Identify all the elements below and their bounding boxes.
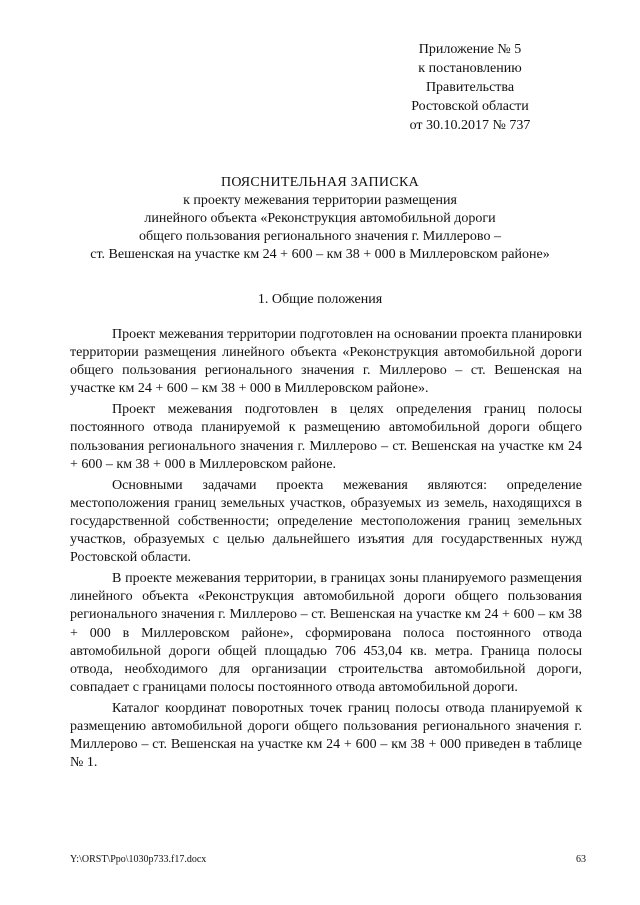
appendix-line: Ростовской области: [411, 99, 529, 114]
page-number: 63: [576, 854, 586, 865]
appendix-line: к постановлению: [418, 61, 522, 76]
appendix-line: Правительства: [425, 80, 515, 95]
appendix-line: Приложение № 5: [418, 42, 522, 57]
paragraph: В проекте межевания территории, в границах зоны планируемого размещения линейного объекта «Реконструкция автомобильной дороги общего пользования регионального значения г. Миллерово – ст. Вешенская на участке км 24 + 600 – км 38 + 000 в Миллеровском районе», сформирована полоса постоянного отвода автомобильной дороги общей площадью 706 453,04 кв. метра. Граница полосы отвода, необходимого для организации строительства автомобильной дороги, совпадает с границами полосы постоянного отвода автомобильной дороги.: [70, 571, 582, 695]
document-title: [40, 174, 600, 264]
appendix-stamp: [370, 40, 570, 135]
title-line: линейного объекта «Реконструкция автомобильной дороги: [144, 211, 496, 226]
section-heading: 1. Общие положения: [257, 292, 383, 307]
paragraph: Проект межевания территории подготовлен на основании проекта планировки территории размещения линейного объекта «Реконструкция автомобильной дороги общего пользования регионального значения г. Миллерово – ст. Вешенская на участке км 24 + 600 – км 38 + 000 в Миллеровском районе».: [70, 327, 582, 397]
body-text: [70, 326, 582, 775]
paragraph: Основными задачами проекта межевания являются: определение местоположения границ земельных участков, образуемых из земель, находящихся в государственной собственности; определение местоположения границ земельных участков, образуемых с целью дальнейшего изъятия для государственных нужд Ростовской области.: [70, 477, 582, 566]
paragraph: Каталог координат поворотных точек границ полосы отвода планируемой к размещению автомобильной дороги общего пользования регионального значения г. Миллерово – ст. Вешенская на участке км 24 + 600 – км 38 + 000 приведен в таблице № 1.: [70, 700, 582, 771]
title-heading: ПОЯСНИТЕЛЬНАЯ ЗАПИСКА: [220, 175, 420, 190]
title-line: общего пользования регионального значения г. Миллерово –: [139, 229, 501, 244]
title-line: ст. Вешенская на участке км 24 + 600 – км 38 + 000 в Миллеровском районе»: [90, 247, 550, 262]
footer-file-path: Y:\ORST\Ppo\1030p733.f17.docx: [70, 854, 207, 865]
paragraph: Проект межевания подготовлен в целях определения границ полосы постоянного отвода планируемой к размещению автомобильной дороги общего пользования регионального значения г. Миллерово – ст. Вешенская на участке км 24 + 600 – км 38 + 000 в Миллеровском районе.: [70, 402, 582, 472]
title-line: к проекту межевания территории размещения: [183, 193, 457, 208]
appendix-line: от 30.10.2017 № 737: [409, 118, 531, 133]
